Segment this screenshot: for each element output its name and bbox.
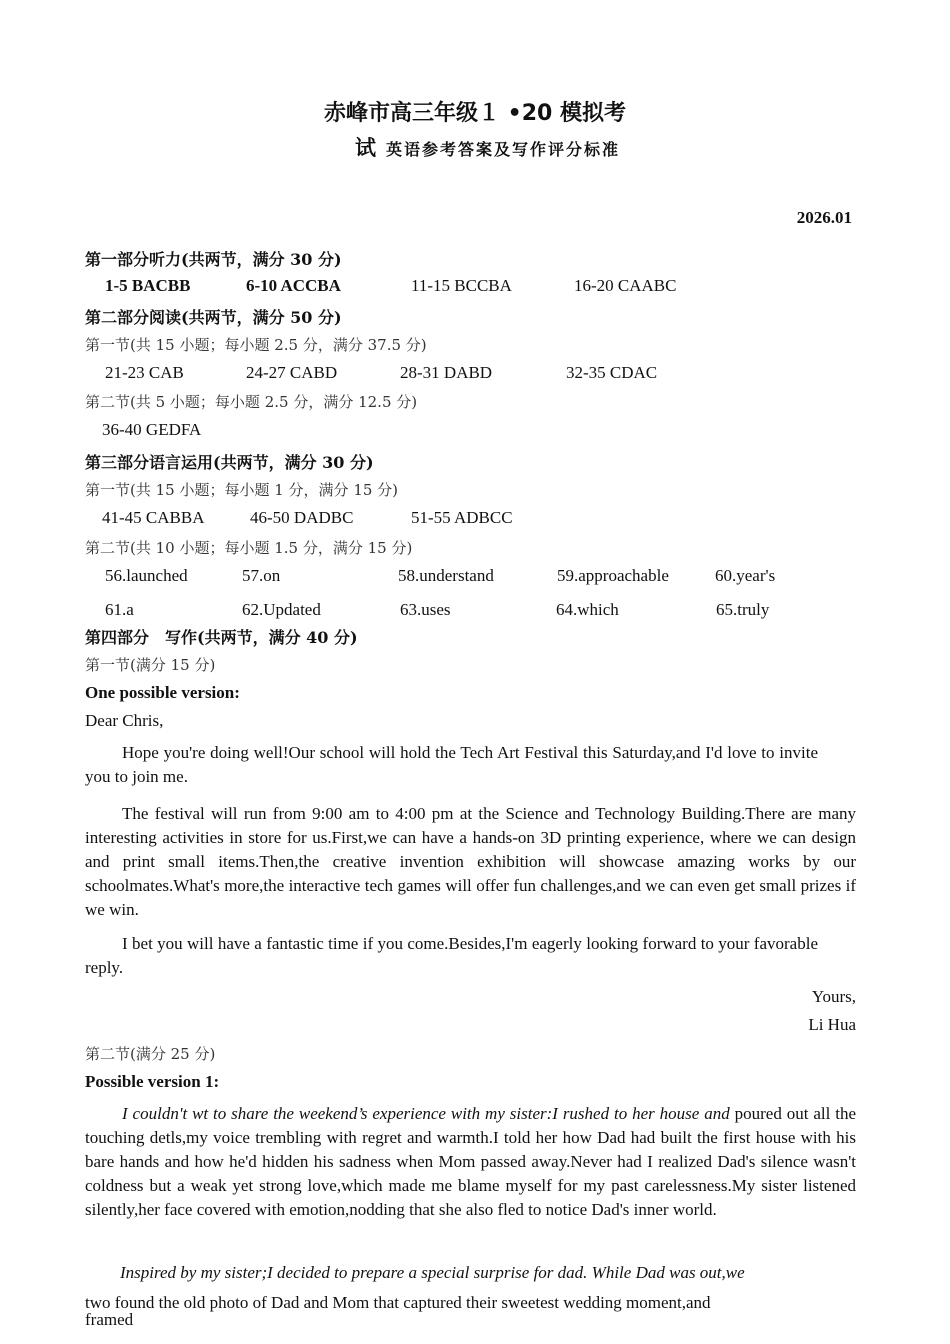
answer-group: 28-31 DABD (400, 363, 493, 382)
subtitle-lead: 试 (354, 135, 378, 160)
letter-signature: Li Hua (808, 1015, 856, 1034)
letter-salutation: Dear Chris, (85, 711, 164, 730)
answer-group: 16-20 CAABC (574, 276, 677, 295)
essay-given-opening: Inspired by my sister;I decided to prepare a special surprise for dad. While Dad was out,we (120, 1263, 745, 1282)
answer-group: 1-5 BACBB (105, 276, 191, 295)
essay-continuation: poured out all the touching detls,my voice trembling with regret and warmth.I told her how Dad had built the first house with his bare hands and how he'd hidden his sadness when Mom passed away.Never had I realized Dad's silence wasn't coldness but a weak yet strong love,which made me blame myself for my past carelessness.My sister listened silently,her face covered with emotion,nodding that she also fled to notice Dad's inner world. (85, 1104, 856, 1219)
letter-closing: Yours, (811, 987, 856, 1006)
part2-section1: 第一节(共 15 小题；每小题 2.5 分，满分 37.5 分) (85, 336, 427, 354)
answer-item: 59.approachable (557, 566, 669, 585)
essay-given-opening: I couldn't wt to share the weekend’s experience with my sister:I rushed to her house and (122, 1104, 730, 1123)
essay-line: framed (85, 1310, 134, 1329)
answer-group: 41-45 CABBA (102, 508, 205, 527)
part3-section2: 第二节(共 10 小题；每小题 1.5 分，满分 15 分) (85, 539, 413, 557)
part1-heading: 第一部分听力(共两节，满分 30 分) (85, 250, 342, 269)
answer-item: 65.truly (716, 600, 770, 619)
part3-heading: 第三部分语言运用(共两节，满分 30 分) (85, 453, 374, 472)
essay-line: two found the old photo of Dad and Mom that captured their sweetest wedding moment,and (85, 1293, 711, 1312)
answer-group: 21-23 CAB (105, 363, 184, 382)
answer-item: 61.a (105, 600, 134, 619)
answer-group: 51-55 ADBCC (411, 508, 513, 527)
answer-item: 56.launched (105, 566, 188, 585)
part3-section1: 第一节(共 15 小题；每小题 1 分，满分 15 分) (85, 481, 399, 499)
version-label: Possible version 1: (85, 1072, 220, 1091)
answer-group: 32-35 CDAC (566, 363, 658, 382)
page-title: 赤峰市高三年级１ •20 模拟考 (324, 101, 626, 126)
letter-paragraph: Hope you're doing well!Our school will hold the Tech Art Festival this Saturday,and I'd love to invite you to join me. (85, 743, 818, 786)
answer-item: 58.understand (398, 566, 494, 585)
version-label: One possible version: (85, 683, 240, 702)
essay-paragraph (85, 1102, 856, 1222)
answer-group: 11-15 BCCBA (411, 276, 512, 295)
page-subtitle (0, 132, 950, 162)
exam-date: 2026.01 (796, 208, 852, 227)
subtitle-text: 英语参考答案及写作评分标准 (385, 140, 620, 159)
answer-group: 6-10 ACCBA (246, 276, 341, 295)
answer-item: 62.Updated (242, 600, 321, 619)
answer-group: 46-50 DADBC (250, 508, 354, 527)
answer-group: 24-27 CABD (246, 363, 338, 382)
part4-section2: 第二节(满分 25 分) (85, 1045, 216, 1063)
letter-paragraph: I bet you will have a fantastic time if you come.Besides,I'm eagerly looking forward to your favorable reply. (85, 934, 818, 977)
answer-item: 60.year's (715, 566, 776, 585)
answer-item: 63.uses (400, 600, 451, 619)
part2-heading: 第二部分阅读(共两节，满分 50 分) (85, 308, 342, 327)
part2-section2: 第二节(共 5 小题；每小题 2.5 分，满分 12.5 分) (85, 393, 418, 411)
part4-section1: 第一节(满分 15 分) (85, 656, 216, 674)
letter-paragraph: The festival will run from 9:00 am to 4:00 pm at the Science and Technology Building.There are many interesting activities in store for us.First,we can have a hands-on 3D printing experience, where we can design and print small items.Then,the creative invention exhibition will showcase amazing works by our schoolmates.What's more,the interactive tech games will offer fun challenges,and we can even get small prizes if we win. (85, 804, 856, 919)
answer-item: 57.on (242, 566, 281, 585)
answer-item: 64.which (556, 600, 619, 619)
answer-group: 36-40 GEDFA (102, 420, 202, 439)
part4-heading: 第四部分 写作(共两节，满分 40 分) (85, 628, 358, 647)
